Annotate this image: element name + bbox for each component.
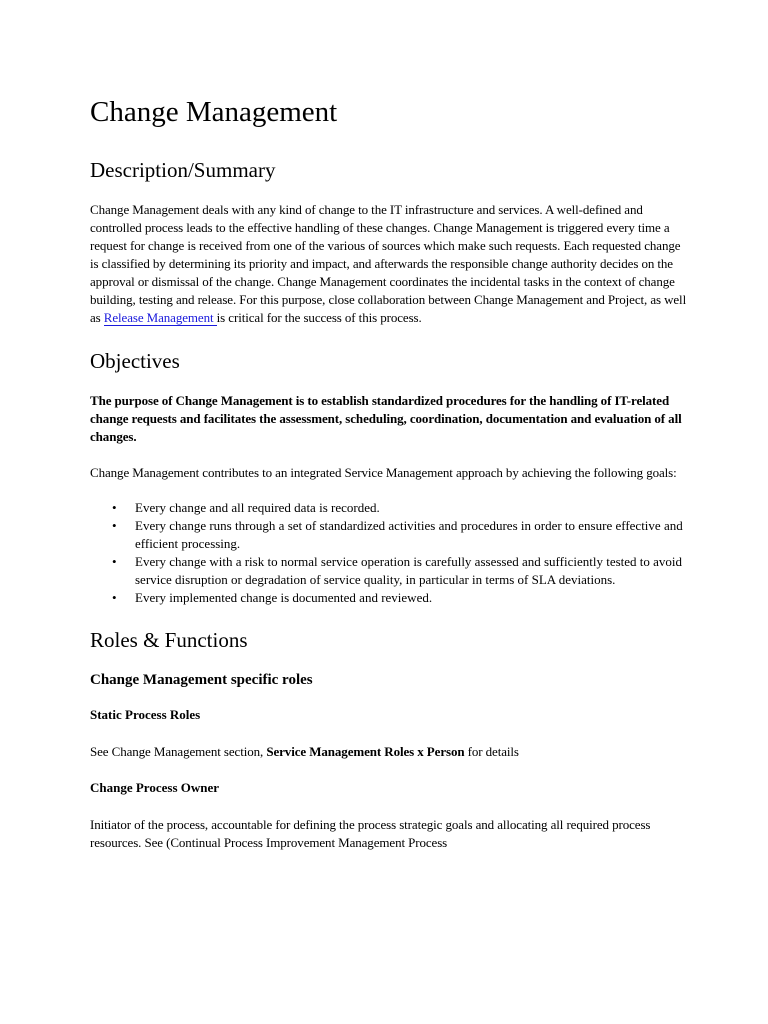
document-content: [90, 92, 690, 870]
list-item: [90, 553, 690, 589]
owner-heading: Change Process Owner: [90, 780, 220, 795]
goals-list: [90, 499, 690, 607]
release-management-link[interactable]: Release Management: [103, 310, 217, 325]
roles-subheading: Change Management specific roles: [90, 672, 313, 688]
objectives-heading: Objectives: [90, 349, 180, 373]
bullet-icon: •: [112, 590, 117, 605]
static-text-after: for details: [464, 744, 519, 759]
bullet-icon: •: [112, 554, 117, 569]
static-text-bold: Service Management Roles x Person: [266, 744, 465, 759]
description-text-after: is critical for the success of this process.: [216, 310, 422, 325]
list-item: [90, 517, 690, 553]
page-title: Change Management: [90, 96, 338, 128]
owner-paragraph: Initiator of the process, accountable for defining the process strategic goals and allocating all required process resources. See (Continual Process Improvement Management Process: [90, 817, 651, 850]
static-roles-paragraph: [90, 743, 690, 761]
bullet-icon: •: [112, 500, 117, 515]
list-item: [90, 499, 690, 517]
goal-text: Every implemented change is documented and reviewed.: [135, 590, 433, 605]
goal-text: Every change with a risk to normal service operation is carefully assessed and sufficiently tested to avoid service disruption or degradation of service quality, in particular in terms of SLA deviations.: [135, 554, 683, 587]
list-item: [90, 589, 690, 607]
description-paragraph: [90, 201, 690, 327]
description-heading: Description/Summary: [90, 158, 276, 182]
goal-text: Every change and all required data is recorded.: [135, 500, 380, 515]
roles-heading: Roles & Functions: [90, 628, 248, 652]
bullet-icon: •: [112, 518, 117, 533]
description-text-before: Change Management deals with any kind of change to the IT infrastructure and services. A well-defined and controlled process leads to the effective handling of these changes. Change Management is triggered every time a request for change is received from one of the various of sources which make such requests. Each requested change is classified by determining its priority and impact, and afterwards the responsible change authority decides on the approval or dismissal of the change. Change Management coordinates the incidental tasks in the context of change building, testing and release. For this purpose, close collaboration between Change Management and Project, as well as: [90, 202, 687, 325]
objectives-intro: Change Management contributes to an integrated Service Management approach by achieving the following goals:: [90, 465, 677, 480]
objectives-purpose: The purpose of Change Management is to establish standardized procedures for the handling of IT-related change requests and facilitates the assessment, scheduling, coordination, documentation and evaluation of all changes.: [90, 393, 682, 444]
static-text-before: See Change Management section,: [90, 744, 267, 759]
static-roles-heading: Static Process Roles: [90, 707, 201, 722]
goal-text: Every change runs through a set of standardized activities and procedures in order to ensure effective and efficient processing.: [135, 518, 683, 551]
